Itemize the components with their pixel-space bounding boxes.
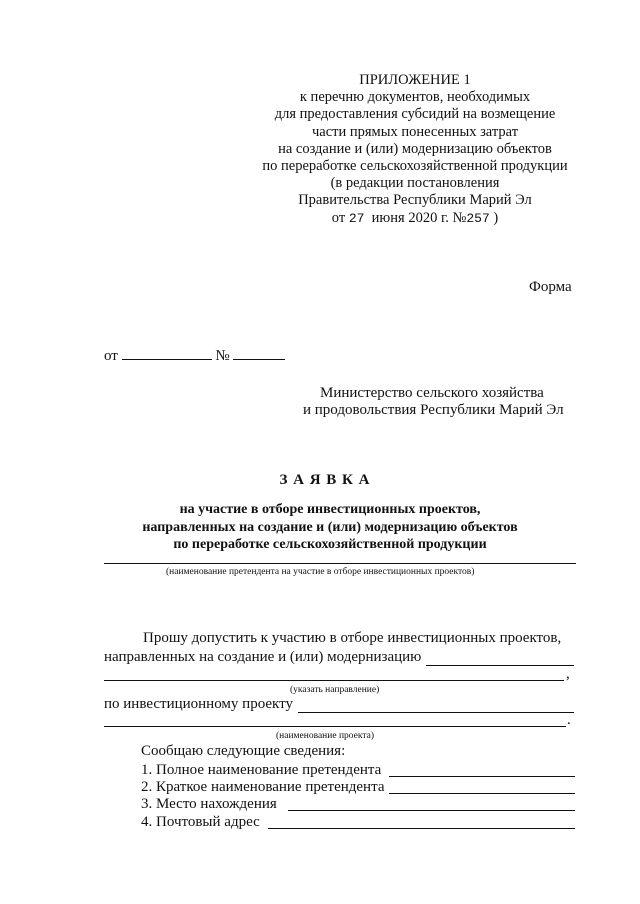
appendix-line: части прямых понесенных затрат (311, 123, 519, 140)
document-subtitle (0, 501, 640, 554)
short-name-field[interactable] (389, 793, 575, 794)
request-paragraph-text: направленных на создание и (или) модернизацию (104, 649, 422, 665)
request-paragraph-line1: Прошу допустить к участию в отборе инвестиционных проектов, (143, 630, 562, 646)
ref-date-field[interactable] (122, 359, 212, 360)
caption-project: (наименование проекта) (276, 731, 375, 741)
subtitle-line: по переработке сельскохозяйственной продукции (173, 537, 487, 552)
project-field-part1[interactable] (298, 712, 574, 713)
appendix-header (240, 72, 590, 227)
applicant-name-field[interactable] (104, 563, 576, 564)
project-period: . (567, 712, 571, 728)
info-item-full-name: 1. Полное наименование претендента (141, 762, 382, 778)
info-item-short-name: 2. Краткое наименование претендента (141, 779, 385, 795)
appendix-line: для предоставления субсидий на возмещение (274, 106, 556, 123)
subtitle-line: направленных на создание и (или) модернизацию объектов (142, 519, 518, 535)
date-rest: июня 2020 г. № (371, 209, 467, 226)
appendix-line: по переработке сельскохозяйственной продукции (262, 158, 568, 175)
direction-field-part1[interactable] (426, 665, 574, 666)
ref-from-label: от (104, 348, 118, 364)
caption-direction: (указать направление) (290, 685, 380, 695)
date-close: ) (493, 209, 499, 226)
request-paragraph-line2 (104, 649, 421, 666)
full-name-field[interactable] (389, 776, 575, 777)
appendix-line: Правительства Республики Марий Эл (298, 192, 532, 209)
direction-comma: , (566, 666, 570, 682)
direction-field-part2[interactable] (104, 680, 564, 681)
date-day: 27 (348, 210, 365, 226)
info-intro: Сообщаю следующие сведения: (141, 743, 346, 759)
addressee-line: Министерство сельского хозяйства (320, 385, 544, 401)
location-field[interactable] (288, 810, 575, 811)
appendix-line: к перечню документов, необходимых (299, 89, 531, 106)
appendix-title: ПРИЛОЖЕНИЕ 1 (359, 72, 471, 88)
subtitle-line: на участие в отборе инвестиционных проектов, (179, 502, 481, 517)
ref-number-label: № (215, 348, 230, 364)
postal-address-field[interactable] (268, 828, 575, 829)
appendix-date (240, 210, 590, 227)
appendix-line: (в редакции постановления (330, 175, 500, 192)
ref-number-field[interactable] (233, 359, 285, 360)
info-item-postal-address: 4. Почтовый адрес (141, 814, 260, 830)
appendix-line: на создание и (или) модернизацию объектов (278, 140, 552, 157)
project-field-part2[interactable] (104, 726, 566, 727)
document-title: З А Я В К А (279, 472, 371, 488)
addressee-line: и продовольствия Республики Марий Эл (303, 402, 564, 418)
reference-line (104, 348, 285, 365)
date-prefix: от (331, 209, 346, 226)
caption-applicant: (наименование претендента на участие в отборе инвестиционных проектов) (166, 567, 475, 577)
project-label: по инвестиционному проекту (104, 696, 293, 712)
form-label: Форма (529, 279, 572, 295)
date-number: 257 (466, 210, 490, 226)
info-item-location: 3. Место нахождения (141, 796, 277, 812)
